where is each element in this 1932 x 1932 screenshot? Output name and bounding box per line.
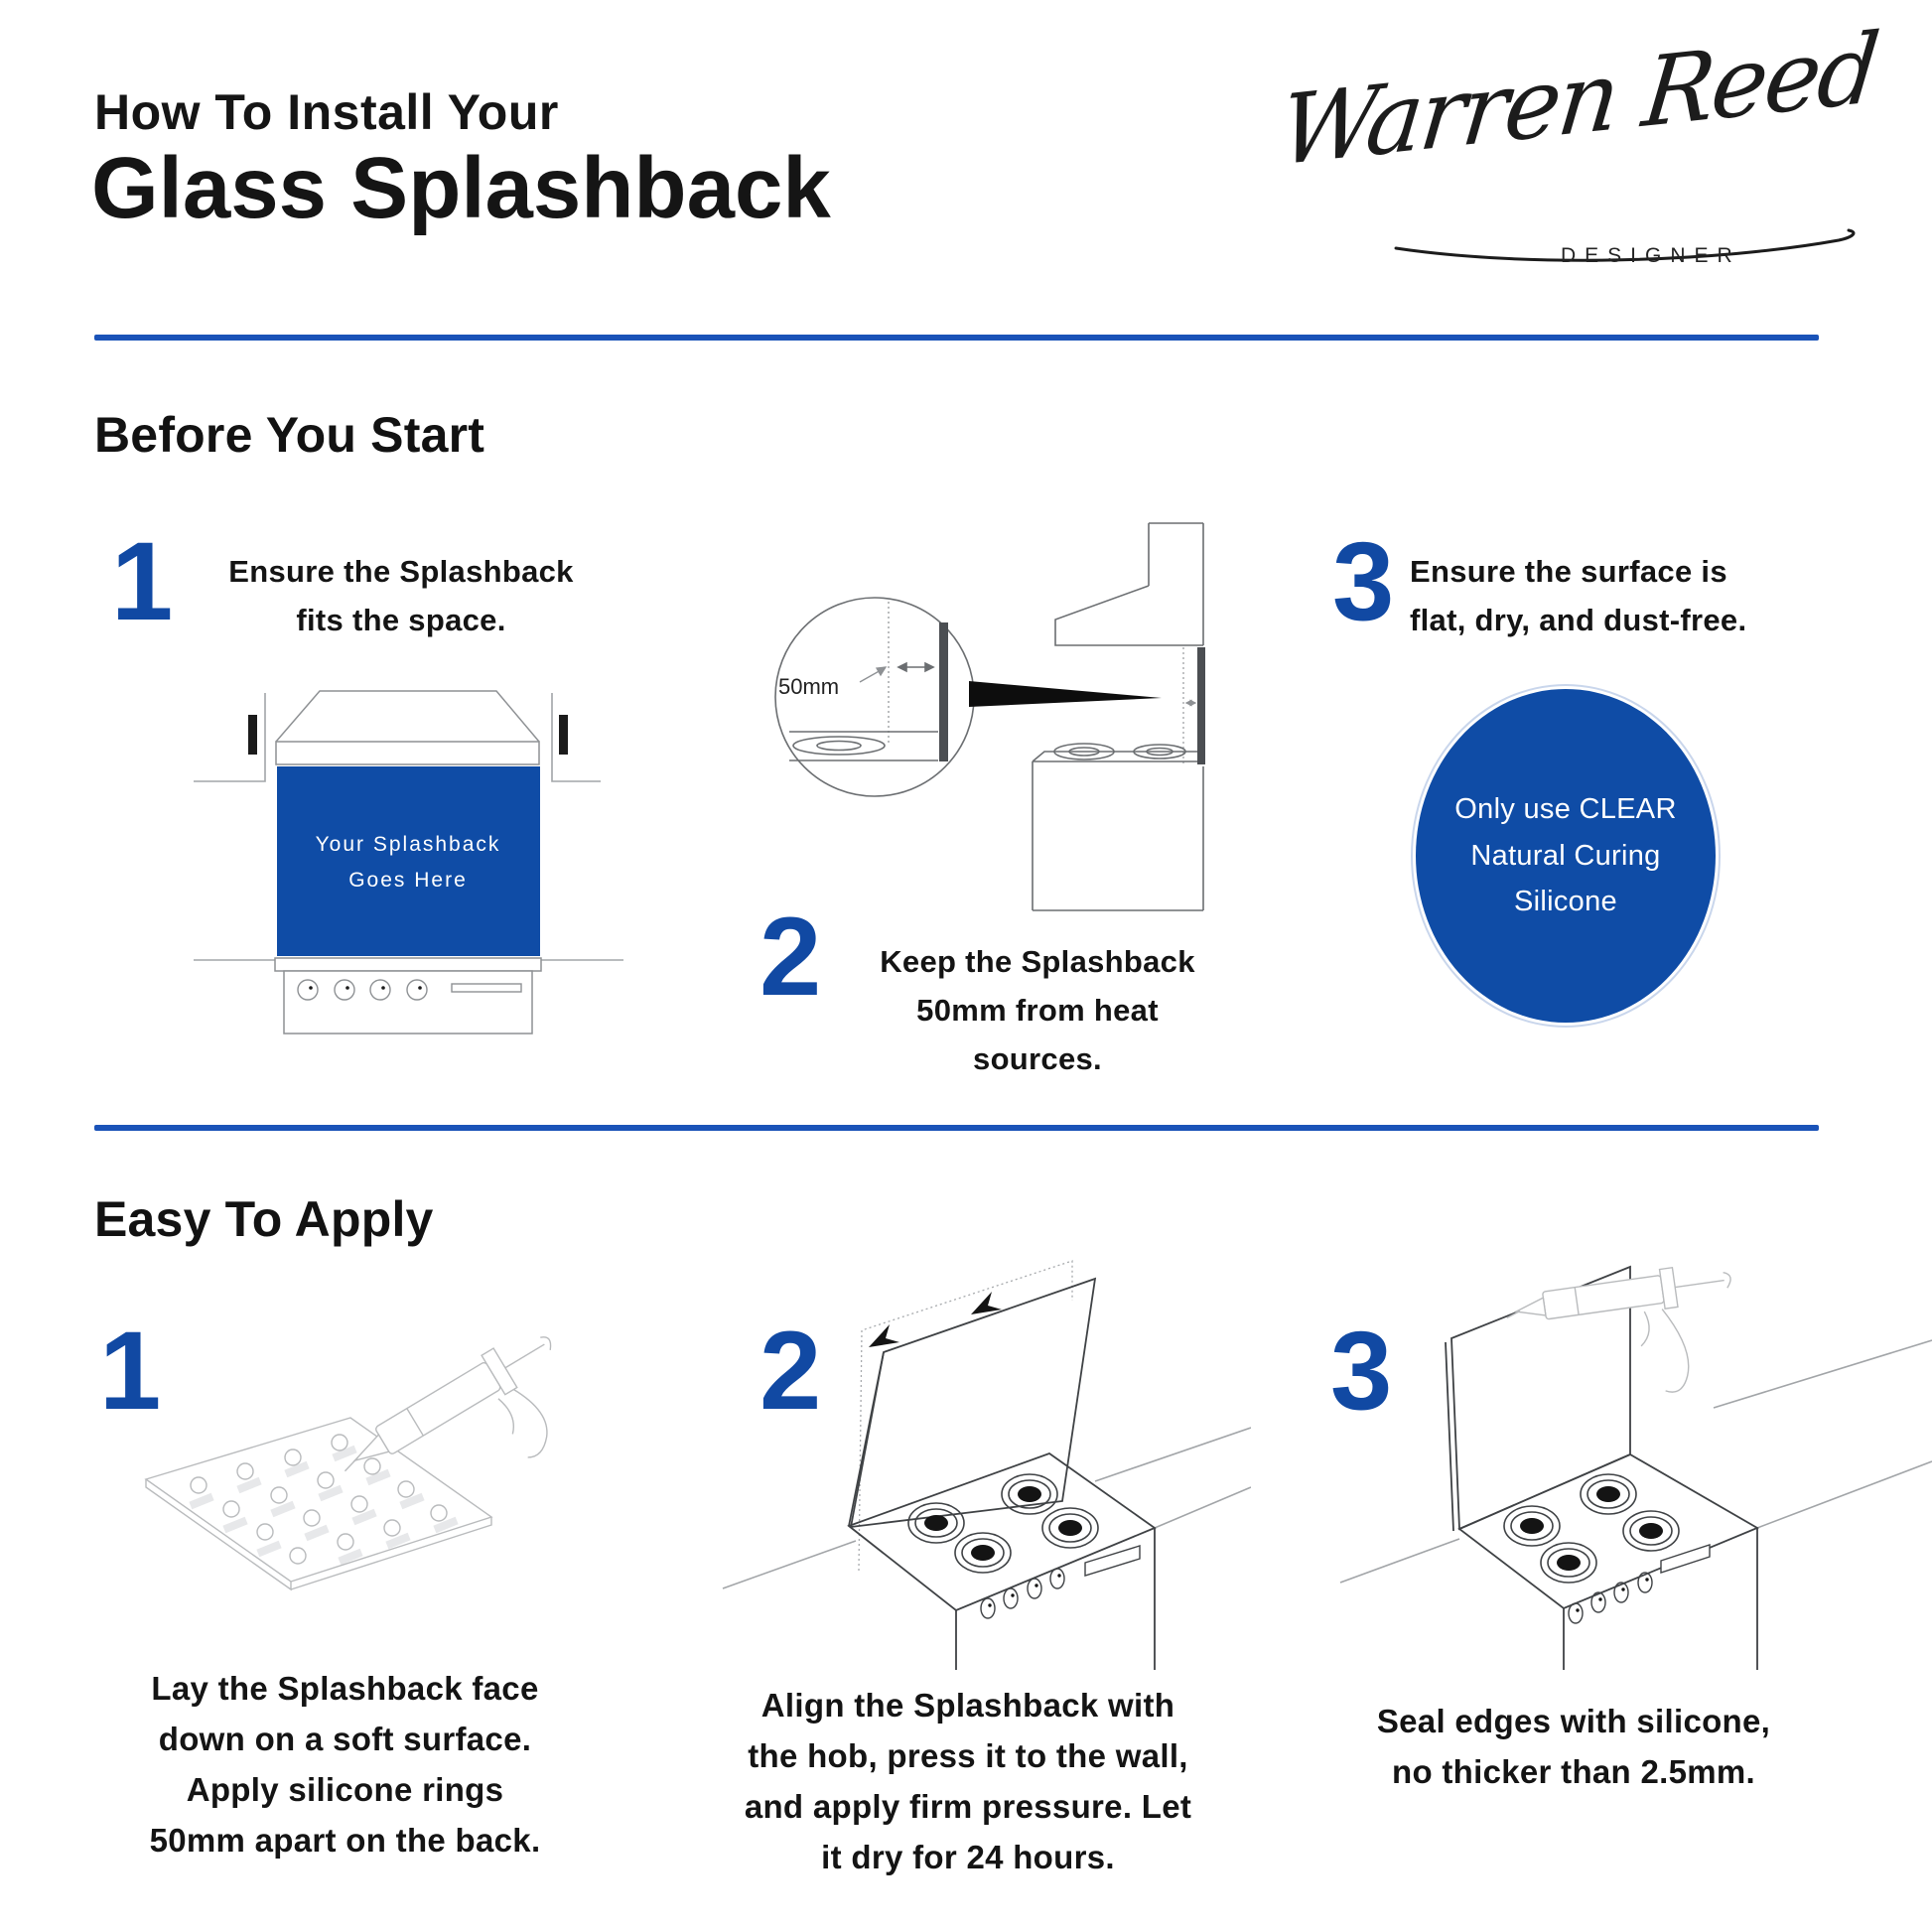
silicone-badge xyxy=(1416,689,1716,1023)
text-line: Align the Splashback with xyxy=(760,1687,1175,1724)
logo-signature-text: Warren Reed xyxy=(1275,12,1882,188)
text-line: Keep the Splashback xyxy=(880,944,1195,979)
section-heading-before: Before You Start xyxy=(94,407,485,463)
text-line: 50mm apart on the back. xyxy=(149,1822,541,1860)
apply-step-3-caption xyxy=(1276,1696,1871,1797)
text-line: Silicone xyxy=(1514,886,1617,918)
apply-step-1-number: 1 xyxy=(99,1309,162,1433)
hob-knobs xyxy=(981,1569,1064,1618)
callout-pointer-icon xyxy=(969,681,1162,707)
text-line: Only use CLEAR xyxy=(1454,792,1677,825)
apply-step-2-caption xyxy=(655,1680,1281,1883)
diagram-seal-edges xyxy=(1320,1253,1932,1670)
before-step-2-text xyxy=(814,938,1261,1084)
splashback-zone-label-line2: Goes Here xyxy=(348,869,468,892)
before-step-1-number: 1 xyxy=(111,519,174,643)
before-step-1-text xyxy=(203,548,600,645)
section-divider xyxy=(94,1125,1819,1131)
text-line: it dry for 24 hours. xyxy=(821,1839,1115,1876)
text-line: down on a soft surface. xyxy=(158,1721,532,1758)
apply-step-1-caption xyxy=(74,1663,616,1866)
caulk-gun-icon xyxy=(1503,1260,1745,1414)
page-title-kicker: How To Install Your xyxy=(94,84,559,140)
apply-step-2-number: 2 xyxy=(759,1309,822,1433)
text-line: Ensure the surface is xyxy=(1410,554,1727,589)
text-line: no thicker than 2.5mm. xyxy=(1391,1753,1756,1791)
splashback-zone-label-line1: Your Splashback xyxy=(315,833,501,856)
text-line: Ensure the Splashback xyxy=(228,554,574,589)
before-step-2-number: 2 xyxy=(759,895,822,1019)
logo-subtitle: DESIGNER xyxy=(1561,244,1741,267)
apply-step-3-number: 3 xyxy=(1330,1309,1393,1433)
measurement-label: 50mm xyxy=(778,674,840,699)
text-line: Seal edges with silicone, xyxy=(1376,1703,1771,1739)
diagram-apply-silicone-rings xyxy=(94,1311,630,1668)
text-line: Lay the Splashback face xyxy=(151,1670,539,1707)
splashback-edge-side xyxy=(1197,647,1205,764)
before-step-3-text xyxy=(1410,548,1837,645)
diagram-splashback-fit-front-view xyxy=(149,685,645,1102)
brand-logo xyxy=(1241,12,1896,300)
diagram-heat-clearance xyxy=(735,477,1291,913)
text-line: 50mm from heat xyxy=(916,992,1159,1028)
text-line: and apply firm pressure. Let xyxy=(744,1788,1192,1826)
hob-burners xyxy=(1504,1474,1679,1583)
text-line: Natural Curing xyxy=(1470,839,1661,872)
text-line: Apply silicone rings xyxy=(186,1771,504,1809)
diagram-align-splashback xyxy=(695,1253,1251,1670)
hob-burners xyxy=(908,1474,1098,1573)
before-step-3-number: 3 xyxy=(1332,519,1395,643)
text-line: sources. xyxy=(973,1040,1102,1076)
page-title: Glass Splashback xyxy=(91,140,831,236)
silicone-badge-text xyxy=(1454,786,1676,926)
text-line: the hob, press it to the wall, xyxy=(748,1737,1188,1775)
text-line: fits the space. xyxy=(296,602,506,637)
section-divider xyxy=(94,335,1819,341)
press-arrow-icon xyxy=(869,1324,899,1347)
press-arrow-icon xyxy=(971,1292,1002,1314)
text-line: flat, dry, and dust-free. xyxy=(1410,602,1747,637)
section-heading-apply: Easy To Apply xyxy=(94,1191,434,1247)
splashback-zone xyxy=(277,766,540,956)
